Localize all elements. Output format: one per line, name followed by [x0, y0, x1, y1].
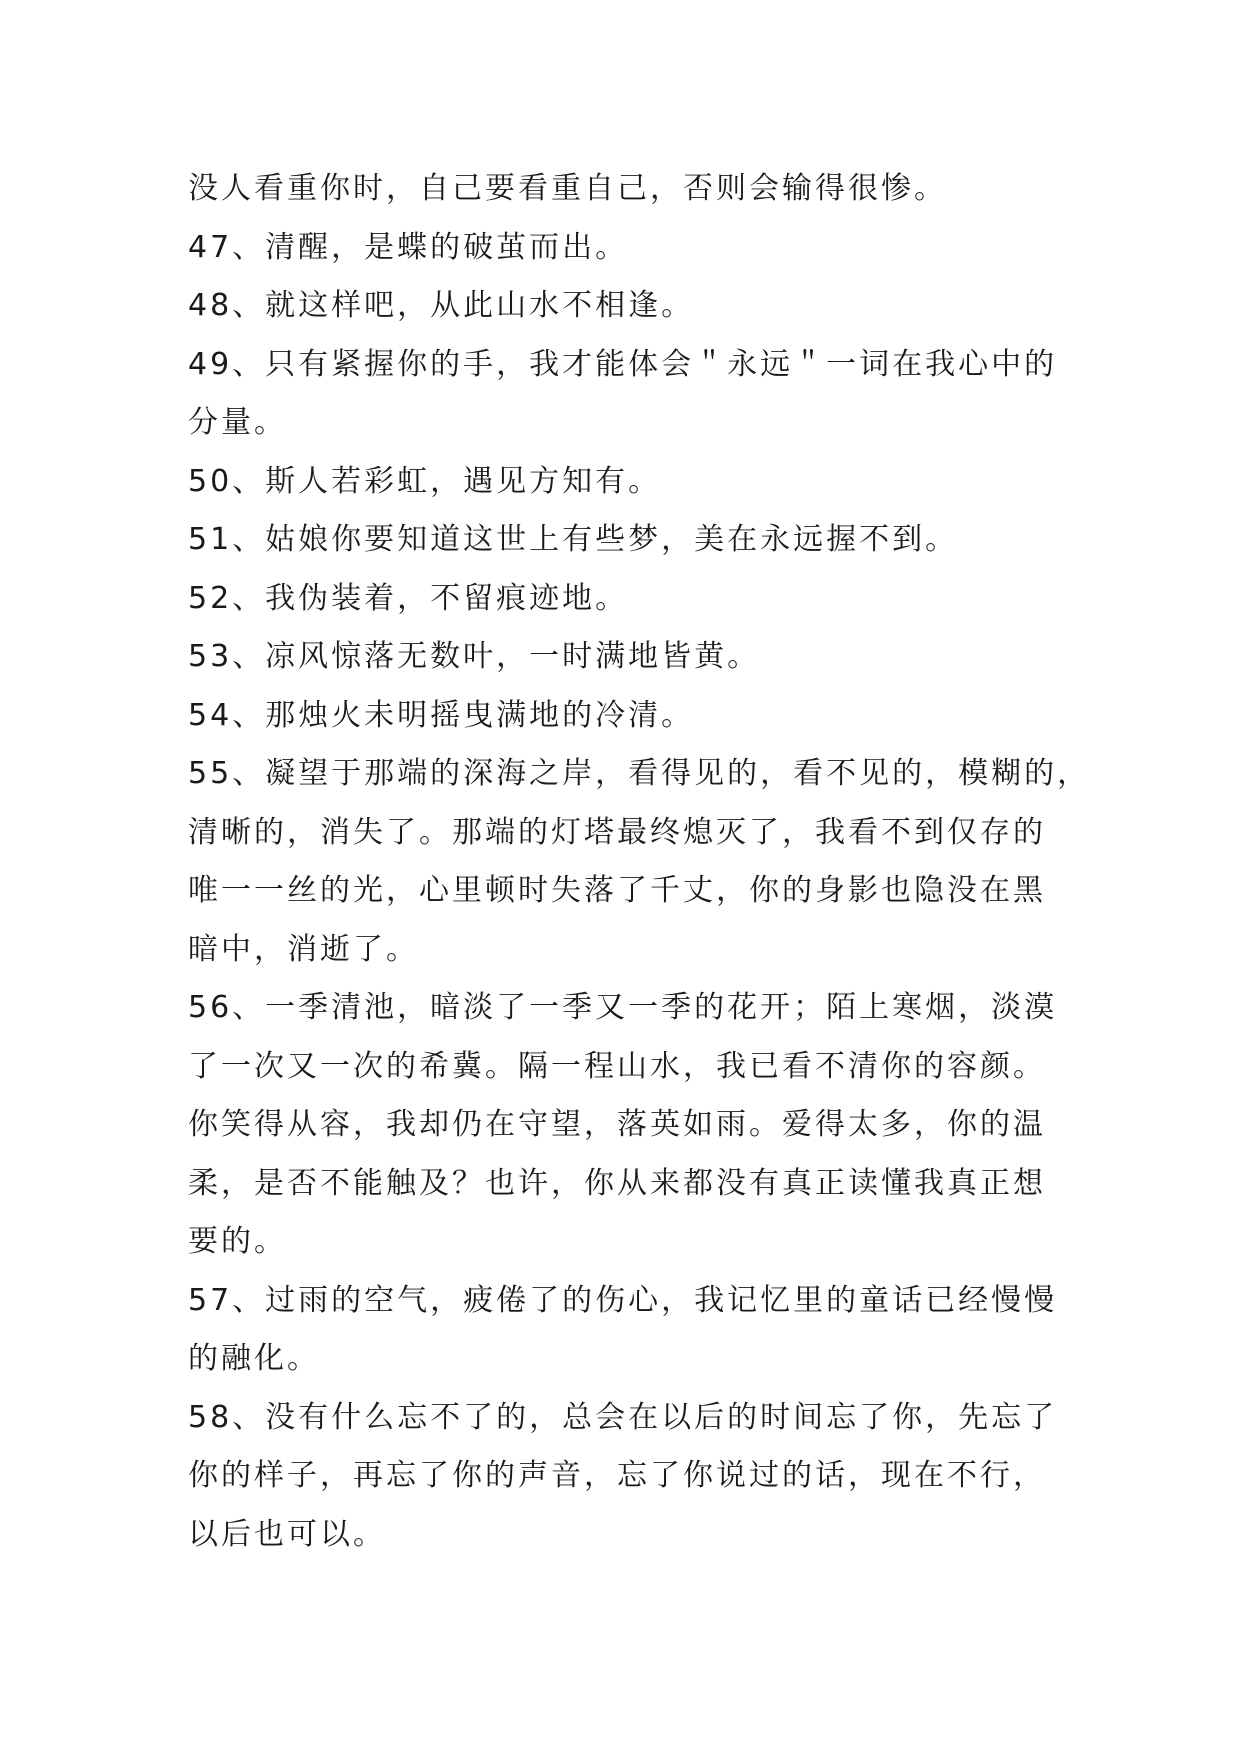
text-line: 没人看重你时，自己要看重自己，否则会输得很惨。: [188, 171, 947, 206]
text-line: 的融化。: [188, 1341, 320, 1376]
text-line: 暗中，消逝了。: [188, 931, 419, 967]
text-line: 49、只有紧握你的手，我才能体会＂永远＂一词在我心中的: [188, 346, 1058, 382]
text-line: 53、凉风惊落无数叶，一时满地皆黄。: [188, 639, 761, 674]
text-line: 55、凝望于那端的深海之岸，看得见的，看不见的，模糊的，: [188, 756, 1091, 791]
text-line: 要的。: [188, 1224, 287, 1259]
text-line: 清晰的，消失了。那端的灯塔最终熄灭了，我看不到仅存的: [188, 814, 1046, 850]
text-line: 了一次又一次的希冀。隔一程山水，我已看不清你的容颜。: [188, 1048, 1046, 1084]
text-line: 54、那烛火未明摇曳满地的冷清。: [188, 697, 695, 733]
text-line: 51、姑娘你要知道这世上有些梦，美在永远握不到。: [188, 522, 959, 557]
text-line: 分量。: [188, 405, 287, 440]
text-line: 50、斯人若彩虹，遇见方知有。: [188, 463, 662, 499]
text-line: 你的样子，再忘了你的声音，忘了你说过的话，现在不行，: [188, 1458, 1046, 1493]
text-line: 你笑得从容，我却仍在守望，落英如雨。爱得太多，你的温: [188, 1107, 1046, 1142]
text-line: 以后也可以。: [188, 1516, 386, 1552]
text-line: 56、一季清池，暗淡了一季又一季的花开；陌上寒烟，淡漠: [188, 990, 1058, 1025]
text-line: 57、过雨的空气，疲倦了的伤心，我记忆里的童话已经慢慢: [188, 1282, 1058, 1318]
text-line: 52、我伪装着，不留痕迹地。: [188, 580, 629, 616]
text-line: 48、就这样吧，从此山水不相逢。: [188, 288, 695, 323]
text-line: 唯一一丝的光，心里顿时失落了千丈，你的身影也隐没在黑: [188, 873, 1046, 908]
text-line: 58、没有什么忘不了的，总会在以后的时间忘了你，先忘了: [188, 1399, 1058, 1435]
text-line: 柔，是否不能触及？也许，你从来都没有真正读懂我真正想: [188, 1165, 1046, 1201]
text-line: 47、清醒，是蝶的破茧而出。: [188, 229, 629, 265]
document-body: [188, 160, 1091, 1564]
